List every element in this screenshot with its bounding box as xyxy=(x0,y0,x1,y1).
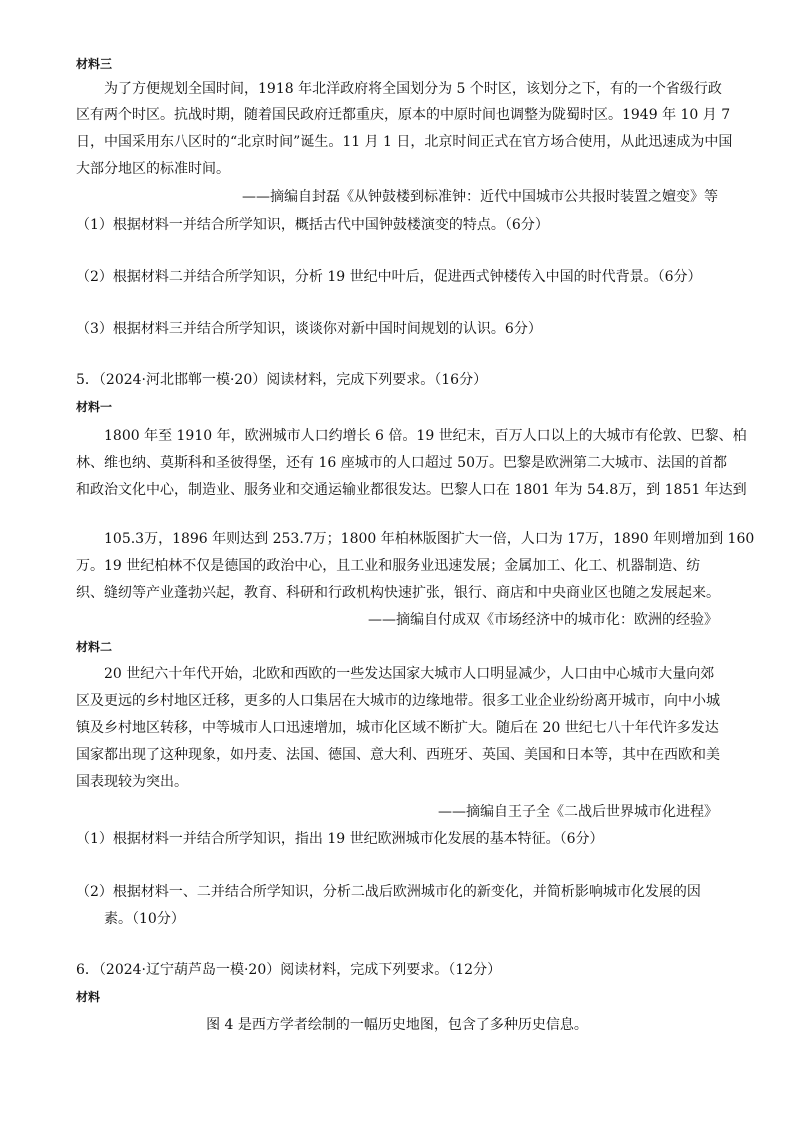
problem-5-material-1-line: 105.3万，1896 年则达到 253.7万；1800 年柏林版图扩大一倍，人口为 17万，1890 年则增加到 160 xyxy=(104,531,755,547)
problem-5-material-2-line: 国家都出现了这种现象，如丹麦、法国、德国、意大利、西班牙、英国、美国和日本等，其中在西欧和美 xyxy=(76,747,720,763)
problem-6-material-label: 材料 xyxy=(76,990,101,1004)
problem-5-material-1-line: 和政治文化中心，制造业、服务业和交通运输业都很发达。巴黎人口在 1801 年为 54.8万，到 1851 年达到 xyxy=(76,482,747,498)
material-3-text-line: 为了方便规划全国时间，1918 年北洋政府将全国划分为 5 个时区，该划分之下，有的一个省级行政 xyxy=(104,81,722,97)
question-5-2: （2）根据材料一、二并结合所学知识，分析二战后欧洲城市化的新变化，并简析影响城市化发展的因 xyxy=(76,884,701,900)
material-3-text-line: 大部分地区的标准时间。 xyxy=(76,161,230,177)
problem-5-heading: 5．（2024·河北邯郸一模·20）阅读材料，完成下列要求。（16分） xyxy=(76,372,488,388)
question-4-2: （2）根据材料二并结合所学知识，分析 19 世纪中叶后，促进西式钟楼传入中国的时代背景。（6分） xyxy=(76,269,702,285)
problem-5-material-2-label: 材料二 xyxy=(76,640,113,654)
problem-6-heading: 6．（2024·辽宁葫芦岛一模·20）阅读材料，完成下列要求。（12分） xyxy=(76,962,502,978)
problem-5-material-1-label: 材料一 xyxy=(76,400,113,414)
material-3-text-line: 日，中国采用东八区时的“北京时间”诞生。11 月 1 日，北京时间正式在官方场合使用，从此迅速成为中国 xyxy=(76,134,733,150)
problem-5-material-2-line: 20 世纪六十年代开始，北欧和西欧的一些发达国家大城市人口明显减少，人口由中心城市大量向郊 xyxy=(104,666,715,682)
problem-5-material-1-line: 1800 年至 1910 年，欧洲城市人口约增长 6 倍。19 世纪末，百万人口以上的大城市有伦敦、巴黎、柏 xyxy=(104,428,747,444)
problem-5-material-1-line: 林、维也纳、莫斯科和圣彼得堡，还有 16 座城市的人口超过 50万。巴黎是欧洲第二大城市、法国的首都 xyxy=(76,455,727,471)
problem-6-figure-caption: 图 4 是西方学者绘制的一幅历史地图，包含了多种历史信息。 xyxy=(206,1017,588,1033)
problem-5-material-1-line: 织、缝纫等产业蓬勃兴起，教育、科研和行政机构快速扩张，银行、商店和中央商业区也随之发展起来。 xyxy=(76,585,720,601)
material-3-text-line: 区有两个时区。抗战时期，随着国民政府迁都重庆，原本的中原时间也调整为陇蜀时区。1949 年 10 月 7 xyxy=(76,107,731,123)
problem-5-material-2-source: ——摘编自王子全《二战后世界城市化进程》 xyxy=(438,804,718,820)
question-4-1: （1）根据材料一并结合所学知识，概括古代中国钟鼓楼演变的特点。（6分） xyxy=(76,217,549,233)
problem-5-material-1-line: 万。19 世纪柏林不仅是德国的政治中心，且工业和服务业迅速发展；金属加工、化工、机器制造、纺 xyxy=(76,558,701,574)
problem-5-material-2-line: 区及更远的乡村地区迁移，更多的人口集居在大城市的边缘地带。很多工业企业纷纷离开城市，向中小城 xyxy=(76,693,720,709)
material-3-source: ——摘编自封磊《从钟鼓楼到标准钟：近代中国城市公共报时装置之嬗变》等 xyxy=(242,189,718,205)
problem-5-material-2-line: 镇及乡村地区转移，中等城市人口迅速增加，城市化区域不断扩大。随后在 20 世纪七八十年代许多发达 xyxy=(76,720,719,736)
problem-5-material-1-source: ——摘编自付成双《市场经济中的城市化：欧洲的经验》 xyxy=(368,612,718,628)
material-3-label: 材料三 xyxy=(76,57,113,71)
question-5-2-continued: 素。（10分） xyxy=(104,911,185,927)
question-4-3: （3）根据材料三并结合所学知识，谈谈你对新中国时间规划的认识。6分） xyxy=(76,321,542,337)
question-5-1: （1）根据材料一并结合所学知识，指出 19 世纪欧洲城市化发展的基本特征。（6分） xyxy=(76,831,604,847)
problem-5-material-2-line: 国表现较为突出。 xyxy=(76,774,188,790)
